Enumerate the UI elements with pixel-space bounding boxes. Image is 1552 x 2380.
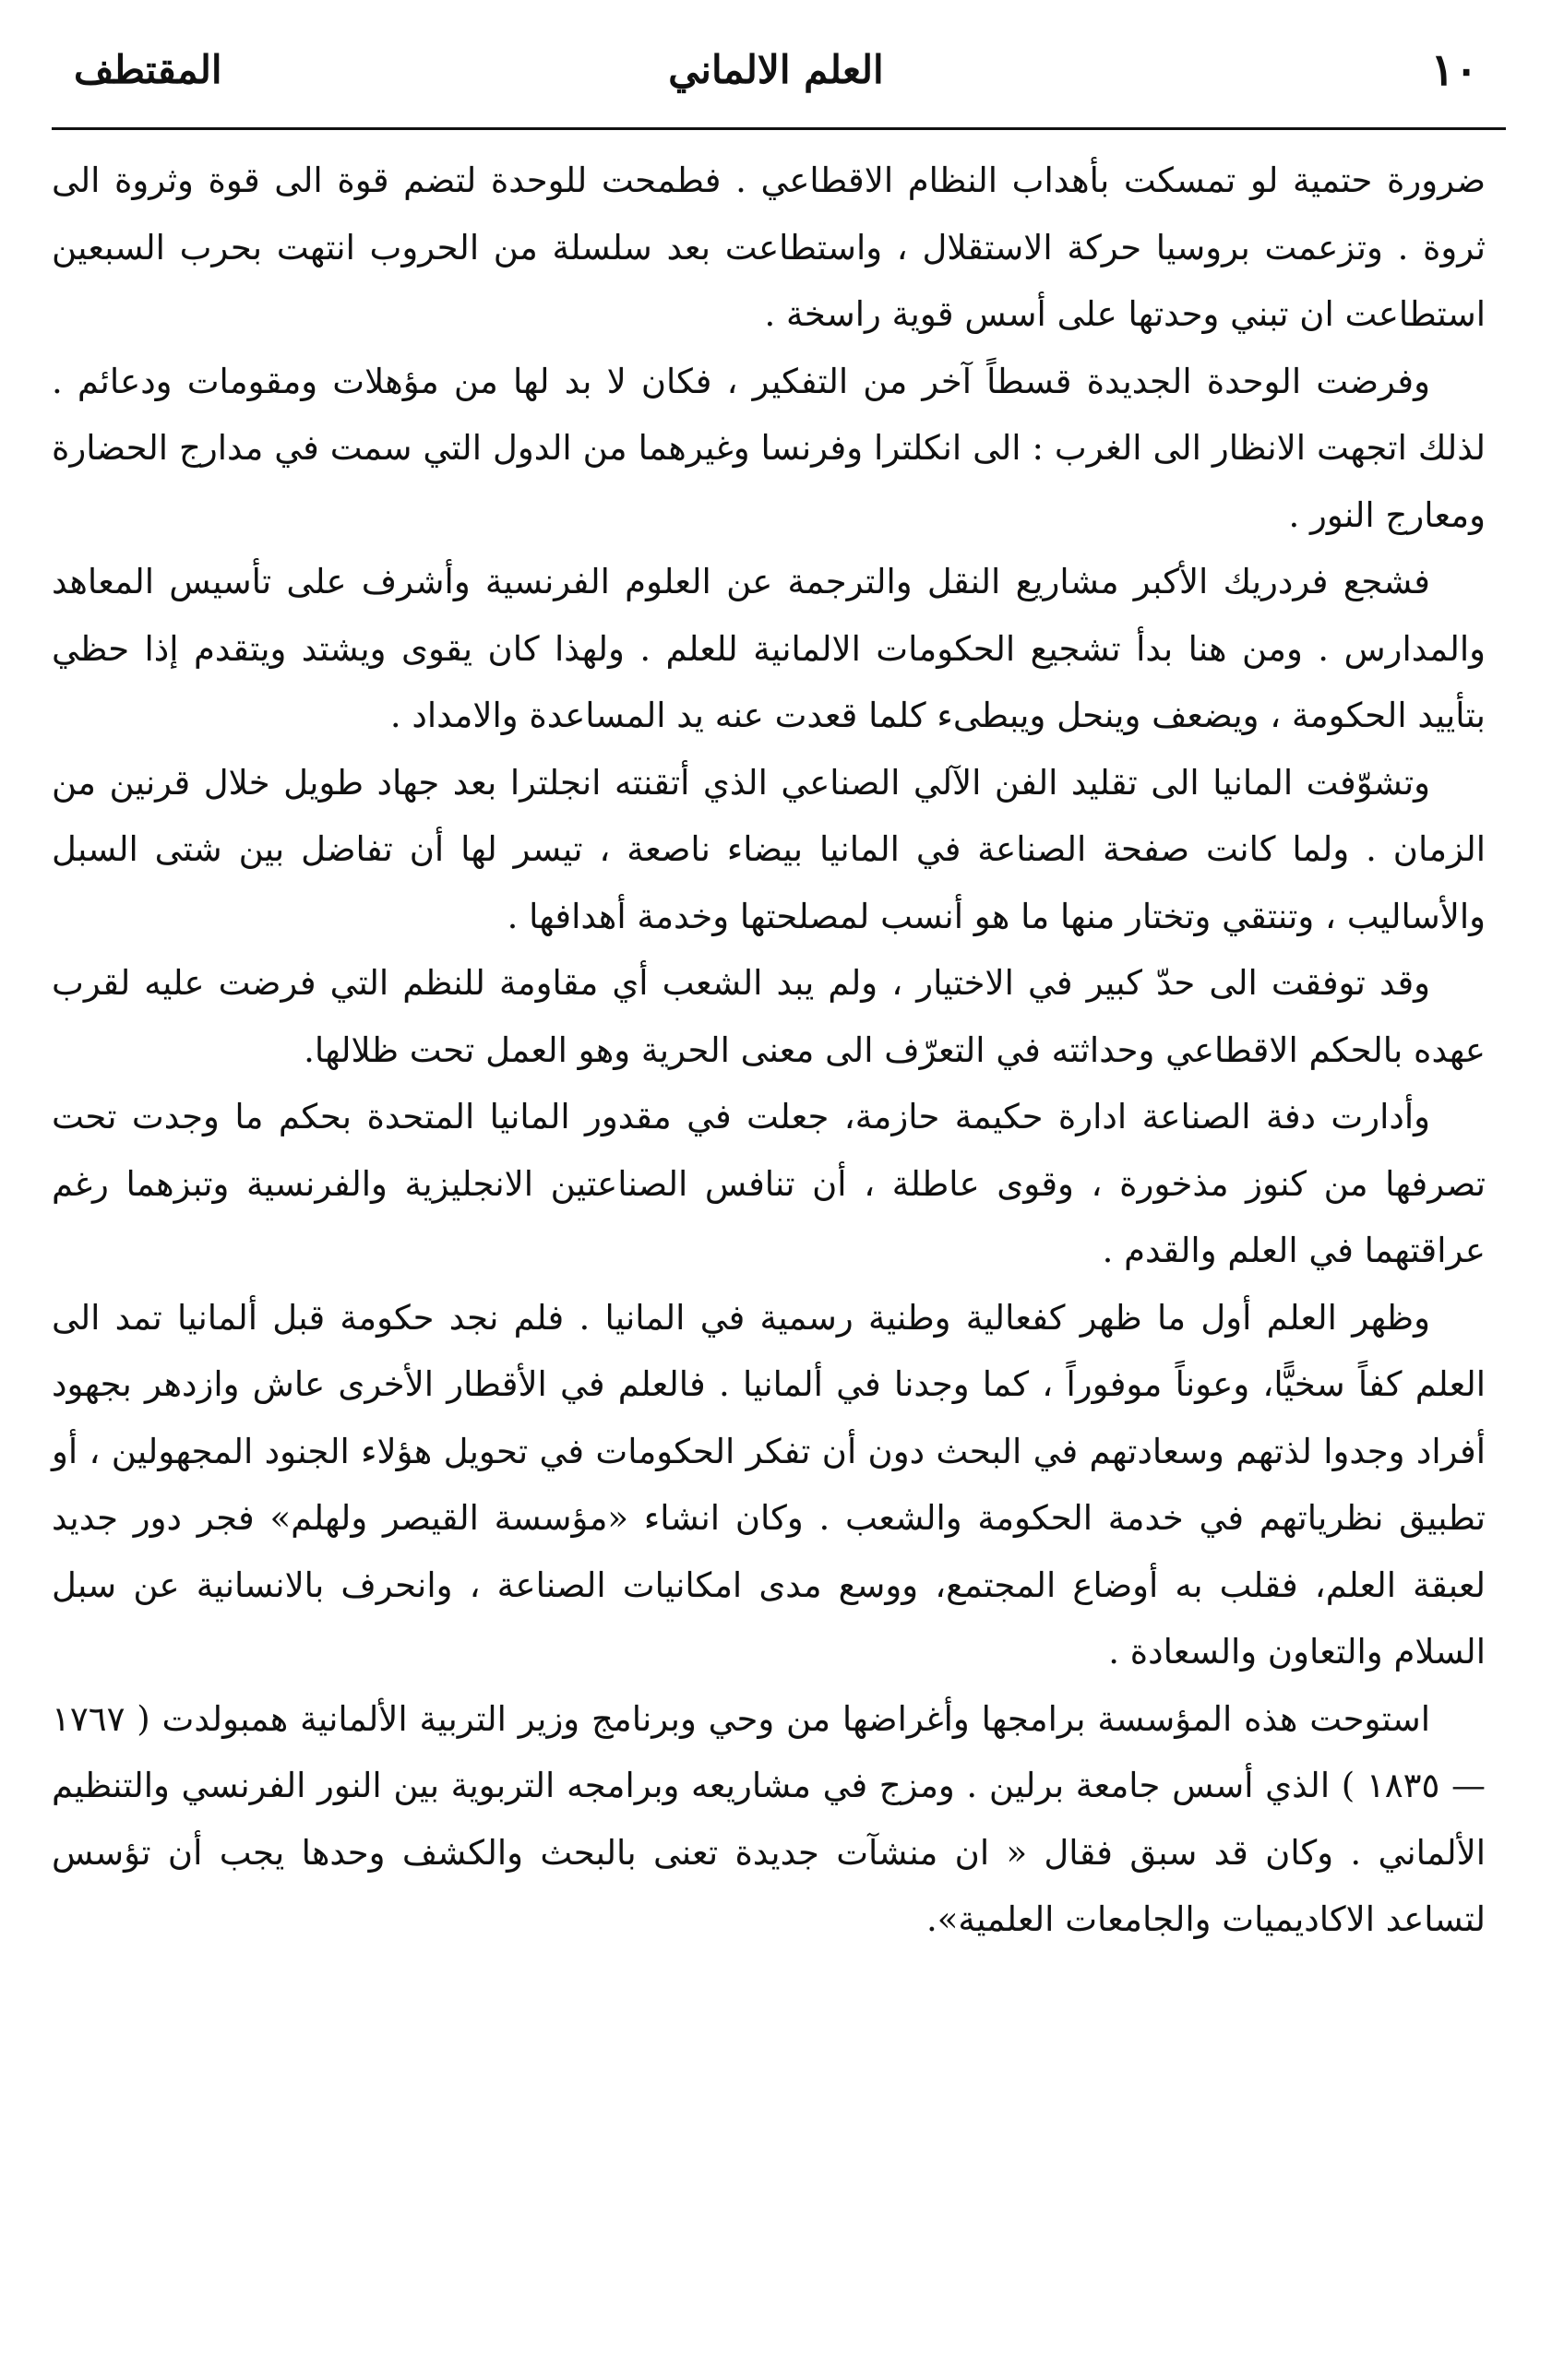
running-title: العلم الالماني [668, 47, 884, 92]
paragraph-8: استوحت هذه المؤسسة برامجها وأغراضها من وحي وبرنامج وزير التربية الألمانية همبولدت ( ١٧٦٧ — ١٨٣٥ ) الذي أسس جامعة برلين . ومزج في مشاريعه وبرامجه التربوية بين النور الفرنسي والتنظيم الألماني . وكان قد سبق فقال « ان منشآت جديدة تعنى بالبحث والكشف وحدها يجب أن تؤسس لتساعد الاكاديميات والجامعات العلمية». [52, 1698, 1486, 1939]
paragraph-2: وفرضت الوحدة الجديدة قسطاً آخر من التفكير ، فكان لا بد لها من مؤهلات ومقومات ودعائم . لذلك اتجهت الانظار الى الغرب : الى انكلترا وفرنسا وغيرهما من الدول التي سمت في مدارج الحضارة ومعارج النور . [52, 361, 1486, 535]
header-divider [52, 127, 1506, 130]
page-header [55, 33, 1497, 107]
paragraph-1: ضرورة حتمية لو تمسكت بأهداب النظام الاقطاعي . فطمحت للوحدة لتضم قوة الى قوة وثروة الى ثروة . وتزعمت بروسيا حركة الاستقلال ، واستطاعت بعد سلسلة من الحروب انتهت بحرب السبعين استطاعت ان تبني وحدتها على أسس قوية راسخة . [52, 161, 1486, 334]
paragraph-3: فشجع فردريك الأكبر مشاريع النقل والترجمة عن العلوم الفرنسية وأشرف على تأسيس المعاهد والمدارس . ومن هنا بدأ تشجيع الحكومات الالمانية للعلم . ولهذا كان يقوى ويشتد ويتقدم إذا حظي بتأييد الحكومة ، ويضعف وينحل ويبطىء كلما قعدت عنه يد المساعدة والامداد . [52, 562, 1486, 735]
paragraph-5: وقد توفقت الى حدّ كبير في الاختيار ، ولم يبد الشعب أي مقاومة للنظم التي فرضت عليه لقرب عهده بالحكم الاقطاعي وحداثته في التعرّف الى معنى الحرية وهو العمل تحت ظلالها. [52, 963, 1486, 1070]
paragraph-6: وأدارت دفة الصناعة ادارة حكيمة حازمة، جعلت في مقدور المانيا المتحدة بحكم ما وجدت تحت تصرفها من كنوز مذخورة ، وقوى عاطلة ، أن تنافس الصناعتين الانجليزية والفرنسية وتبزهما رغم عراقتهما في العلم والقدم . [52, 1097, 1486, 1270]
article-body [52, 148, 1486, 1954]
paragraph-4: وتشوّفت المانيا الى تقليد الفن الآلي الصناعي الذي أتقنته انجلترا بعد جهاد طويل خلال قرنين من الزمان . ولما كانت صفحة الصناعة في المانيا بيضاء ناصعة ، تيسر لها أن تفاضل بين شتى السبل والأساليب ، وتنتقي وتختار منها ما هو أنسب لمصلحتها وخدمة أهدافها . [52, 762, 1486, 936]
page-number: ١٠ [1430, 44, 1478, 96]
paragraph-7: وظهر العلم أول ما ظهر كفعالية وطنية رسمية في المانيا . فلم نجد حكومة قبل ألمانيا تمد الى العلم كفاً سخيًّا، وعوناً موفوراً ، كما وجدنا في ألمانيا . فالعلم في الأقطار الأخرى عاش وازدهر بجهود أفراد وجدوا لذتهم وسعادتهم في البحث دون أن تفكر الحكومات في تحويل هؤلاء الجنود المجهولين ، أو تطبيق نظرياتهم في خدمة الحكومة والشعب . وكان انشاء «مؤسسة القيصر ولهلم» فجر دور جديد لعبقة العلم، فقلب به أوضاع المجتمع، ووسع مدى امكانيات الصناعة ، وانحرف بالانسانية عن سبل السلام والتعاون والسعادة . [52, 1297, 1486, 1672]
journal-name: المقتطف [74, 47, 222, 92]
